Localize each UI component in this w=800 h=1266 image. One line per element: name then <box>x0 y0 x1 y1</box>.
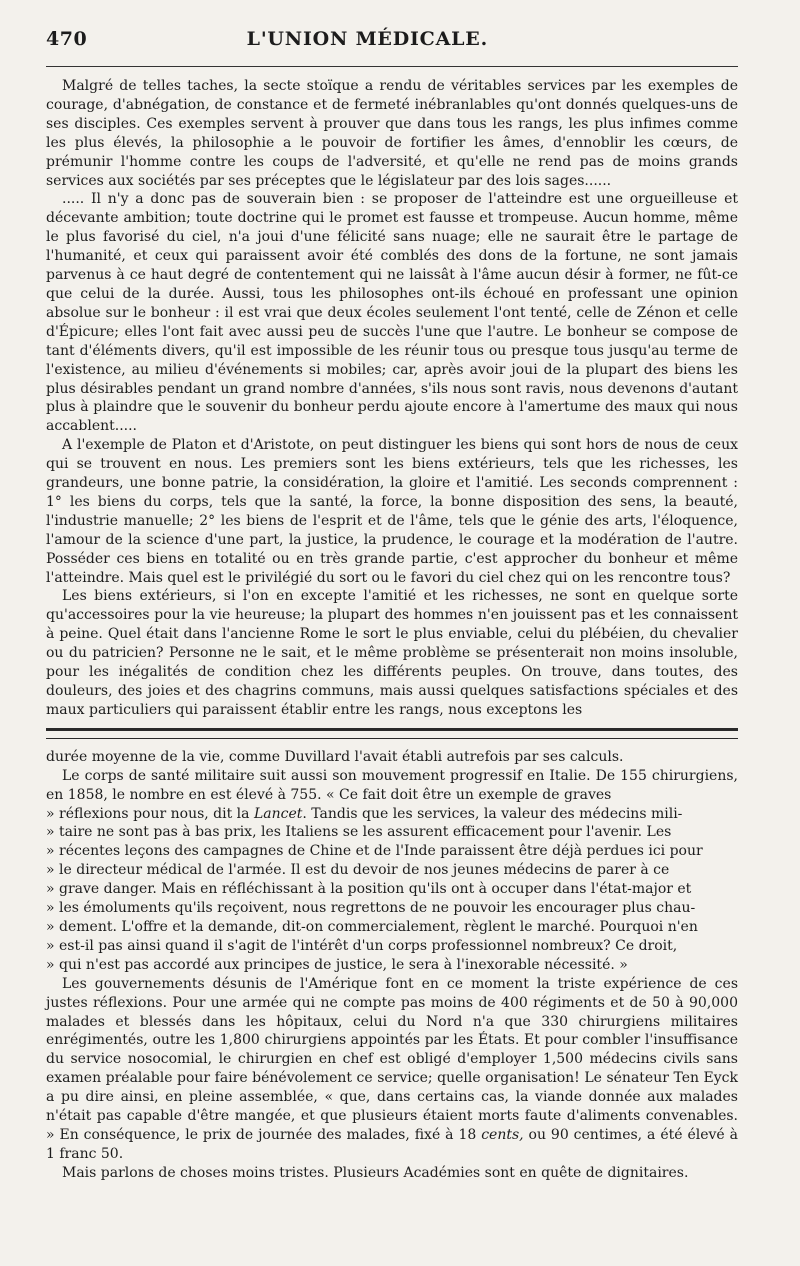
lower-article <box>46 748 738 1183</box>
upper-article <box>46 77 738 720</box>
page-header <box>46 28 738 58</box>
quote-line: » récentes leçons des campagnes de Chine et de l'Inde paraissent être déjà perdues ici pour <box>46 843 703 860</box>
quote-line: » dement. L'offre et la demande, dit-on commercialement, règlent le marché. Pourquoi n'en <box>46 918 698 935</box>
quote-line: » réflexions pour nous, dit la Lancet. Tandis que les services, la valeur des médecins mili- <box>46 805 683 822</box>
paragraph: Le corps de santé militaire suit aussi son mouvement progressif en Italie. De 155 chirurgiens, en 1858, le nombre en est élevé à 755. « Ce fait doit être un exemple de graves <box>46 767 738 803</box>
header-rule <box>46 66 738 67</box>
paragraph: Mais parlons de choses moins tristes. Plusieurs Académies sont en quête de dignitaires. <box>62 1164 689 1181</box>
quote-line: » qui n'est pas accordé aux principes de justice, le sera à l'inexorable nécessité. » <box>46 956 628 973</box>
quote-line: » taire ne sont pas à bas prix, les Italiens se les assurent efficacement pour l'avenir. Les <box>46 824 672 841</box>
quote-line: » grave danger. Mais en réfléchissant à la position qu'ils ont à occuper dans l'état-major et <box>46 881 692 898</box>
quotation <box>46 805 738 975</box>
paragraph: Malgré de telles taches, la secte stoïque a rendu de véritables services par les exemples de courage, d'abnégation, de constance et de fermeté inébranlables qu'ont donnés quelques-uns de ses disciples. Ces exemples servent à prouver que dans tous les rangs, les plus infimes comme les plus élevés, la philosophie a le pouvoir de fortifier les âmes, d'ennoblir les cœurs, de prémunir l'homme contre les coups de l'adversité, et qu'elle ne rend pas de moins grands services aux sociétés par ses préceptes que le législateur par des lois sages...... <box>46 78 738 189</box>
page-number: 470 <box>46 28 88 50</box>
currency-unit: cents, <box>481 1126 524 1143</box>
quote-line: » le directeur médical de l'armée. Il est du devoir de nos jeunes médecins de parer à ce <box>46 862 670 879</box>
paragraph: Les gouvernements désunis de l'Amérique font en ce moment la triste expérience de ces justes réflexions. Pour une armée qui ne compte pas moins de 400 régiments et de 50 à 90,000 malades et blessés dans les hôpitaux, celui du Nord n'a que 330 chirurgiens militaires enrégimentés, outre les 1,800 chirurgiens appointés par les États. Et pour combler l'insuffisance du service nosocomial, le chirurgien en chef est obligé d'employer 1,500 médecins civils sans examen préalable pour faire bénévolement ce service; quelle organisation! Le sénateur Ten Eyck a pu dire ainsi, en pleine assemblée, « que, dans certains cas, la viande donnée aux malades n'était pas capable d'être mangée, et que plusieurs étaient morts faute d'aliments convenables. » En conséquence, le prix de journée des malades, fixé à 18 cents, ou 90 centimes, a été élevé à 1 franc 50. <box>46 975 739 1162</box>
paragraph: Les biens extérieurs, si l'on en excepte l'amitié et les richesses, ne sont en quelque sorte qu'accessoires pour la vie heureuse; la plupart des hommes n'en jouissent pas et les connaissent à peine. Quel était dans l'ancienne Rome le sort le plus enviable, celui du plébéien, du chevalier ou du patricien? Personne ne le sait, et le même problème se présenterait non moins insoluble, pour les inégalités de condition chez les différents peuples. On trouve, dans toutes, des douleurs, des joies et des chagrins communs, mais aussi quelques satisfactions spéciales et des maux particuliers qui paraissent établir entre les rangs, nous exceptons les <box>46 588 738 718</box>
carry-over-line: durée moyenne de la vie, comme Duvillard l'avait établi autrefois par ses calculs. <box>46 748 624 765</box>
paragraph: A l'exemple de Platon et d'Aristote, on peut distinguer les biens qui sont hors de nous de ceux qui se trouvent en nous. Les premiers sont les biens extérieurs, tels que les richesses, les grandeurs, une bonne patrie, la considération, la gloire et l'amitié. Les seconds comprennent : 1° les biens du corps, tels que la santé, la force, la bonne disposition des sens, la beauté, l'industrie manuelle; 2° les biens de l'esprit et de l'âme, tels que le génie des arts, l'éloquence, l'amour de la science d'une part, la justice, la prudence, le courage et la modération de l'autre. Posséder ces biens en totalité ou en très grande partie, c'est approcher du bonheur et même l'atteindre. Mais quel est le privilégié du sort ou le favori du ciel chez qui on les rencontre tous? <box>46 437 738 586</box>
running-title: L'UNION MÉDICALE. <box>246 28 488 50</box>
section-separator <box>46 728 738 739</box>
journal-name: Lancet <box>253 805 303 822</box>
quote-line: » les émoluments qu'ils reçoivent, nous regrettons de ne pouvoir les encourager plus chau- <box>46 900 696 917</box>
paragraph: ..... Il n'y a donc pas de souverain bien : se proposer de l'atteindre est une orgueilleuse et décevante ambition; toute doctrine qui le promet est fausse et trompeuse. Aucun homme, même le plus favorisé du ciel, n'a joui d'une félicité sans nuage; elle ne saurait être le partage de l'humanité, et ceux qui paraissent avoir été comblés des dons de la fortune, ne sont jamais parvenus à ce haut degré de contentement qui ne laissât à l'âme aucun désir à former, ne fût-ce que celui de la durée. Aussi, tous les philosophes ont-ils échoué en professant une opinion absolue sur le bonheur : il est vrai que deux écoles seulement l'ont tenté, celle de Zénon et celle d'Épicure; elles l'ont fait avec aussi peu de succès l'une que l'autre. Le bonheur se compose de tant d'éléments divers, qu'il est impossible de les réunir tous ou presque tous jusqu'au terme de l'existence, au milieu d'événements si mobiles; car, après avoir joui de la plupart des biens les plus désirables pendant un grand nombre d'années, s'ils nous sont ravis, nous devenons d'autant plus à plaindre que le souvenir du bonheur perdu ajoute encore à l'amertume des maux qui nous accablent..... <box>46 191 738 435</box>
quote-line: » est-il pas ainsi quand il s'agit de l'intérêt d'un corps professionnel nombreux? Ce droit, <box>46 937 678 954</box>
